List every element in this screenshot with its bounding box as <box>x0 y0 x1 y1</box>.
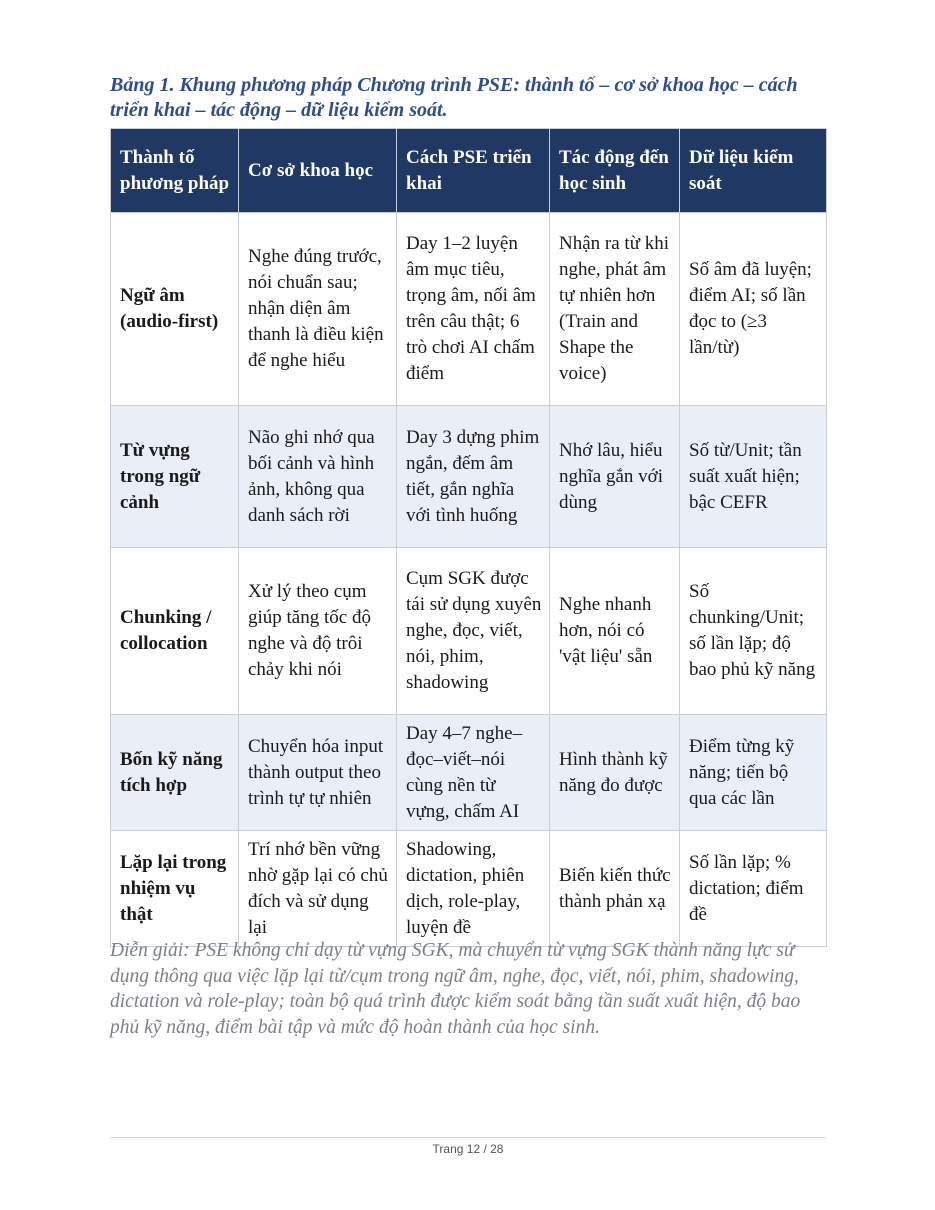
table-cell: Số từ/Unit; tần suất xuất hiện; bậc CEFR <box>680 406 827 548</box>
table-cell: Điểm từng kỹ năng; tiến bộ qua các lần <box>680 715 827 831</box>
table-cell: Cụm SGK được tái sử dụng xuyên nghe, đọc, viết, nói, phim, shadowing <box>397 548 550 715</box>
header-cell-impact: Tác động đến học sinh <box>550 129 680 213</box>
table-row <box>111 831 827 947</box>
table-header-row <box>111 129 827 213</box>
header-cell-implementation: Cách PSE triển khai <box>397 129 550 213</box>
table-cell: Nhớ lâu, hiểu nghĩa gắn với dùng <box>550 406 680 548</box>
table-cell: Chuyển hóa input thành output theo trình tự tự nhiên <box>239 715 397 831</box>
page-number: Trang 12 / 28 <box>432 1142 504 1156</box>
table-cell: Day 1–2 luyện âm mục tiêu, trọng âm, nối âm trên câu thật; 6 trò chơi AI chấm điểm <box>397 213 550 406</box>
header-cell-science-basis: Cơ sở khoa học <box>239 129 397 213</box>
table-cell: Day 3 dựng phim ngắn, đếm âm tiết, gắn nghĩa với tình huống <box>397 406 550 548</box>
table-cell: Số chunking/Unit; số lần lặp; độ bao phủ kỹ năng <box>680 548 827 715</box>
table-cell: Nhận ra từ khi nghe, phát âm tự nhiên hơn (Train and Shape the voice) <box>550 213 680 406</box>
table-cell: Hình thành kỹ năng đo được <box>550 715 680 831</box>
row-label-four-skills: Bốn kỹ năng tích hợp <box>111 715 239 831</box>
table-cell: Shadowing, dictation, phiên dịch, role-play, luyện đề <box>397 831 550 947</box>
header-cell-component: Thành tố phương pháp <box>111 129 239 213</box>
row-label-vocabulary: Từ vựng trong ngữ cảnh <box>111 406 239 548</box>
table-explanation-note: Diễn giải: PSE không chỉ dạy từ vựng SGK, mà chuyển từ vựng SGK thành năng lực sử dụng thông qua việc lặp lại từ/cụm trong ngữ âm, nghe, đọc, viết, nói, phim, shadowing, dictation và role-play; toàn bộ quá trình được kiểm soát bằng tần suất xuất hiện, độ bao phủ kỹ năng, điểm bài tập và mức độ hoàn thành của học sinh. <box>110 940 801 1038</box>
table-row <box>111 715 827 831</box>
row-label-repetition: Lặp lại trong nhiệm vụ thật <box>111 831 239 947</box>
table-cell: Số âm đã luyện; điểm AI; số lần đọc to (≥3 lần/từ) <box>680 213 827 406</box>
table-cell: Số lần lặp; % dictation; điểm đề <box>680 831 827 947</box>
footer-divider <box>110 1137 826 1138</box>
table-row <box>111 548 827 715</box>
table-cell: Nghe đúng trước, nói chuẩn sau; nhận diện âm thanh là điều kiện để nghe hiểu <box>239 213 397 406</box>
table-cell: Nghe nhanh hơn, nói có 'vật liệu' sẵn <box>550 548 680 715</box>
table-cell: Trí nhớ bền vững nhờ gặp lại có chủ đích và sử dụng lại <box>239 831 397 947</box>
row-label-chunking: Chunking / collocation <box>111 548 239 715</box>
table-cell: Xử lý theo cụm giúp tăng tốc độ nghe và độ trôi chảy khi nói <box>239 548 397 715</box>
table-cell: Day 4–7 nghe–đọc–viết–nói cùng nền từ vựng, chấm AI <box>397 715 550 831</box>
table-cell: Biến kiến thức thành phản xạ <box>550 831 680 947</box>
table-cell: Não ghi nhớ qua bối cảnh và hình ảnh, không qua danh sách rời <box>239 406 397 548</box>
header-cell-control-data: Dữ liệu kiểm soát <box>680 129 827 213</box>
table-row <box>111 406 827 548</box>
table-caption: Bảng 1. Khung phương pháp Chương trình PSE: thành tố – cơ sở khoa học – cách triển khai – tác động – dữ liệu kiểm soát. <box>110 74 798 121</box>
row-label-phonetics: Ngữ âm (audio-first) <box>111 213 239 406</box>
table-row <box>111 213 827 406</box>
pse-framework-table <box>110 128 827 947</box>
